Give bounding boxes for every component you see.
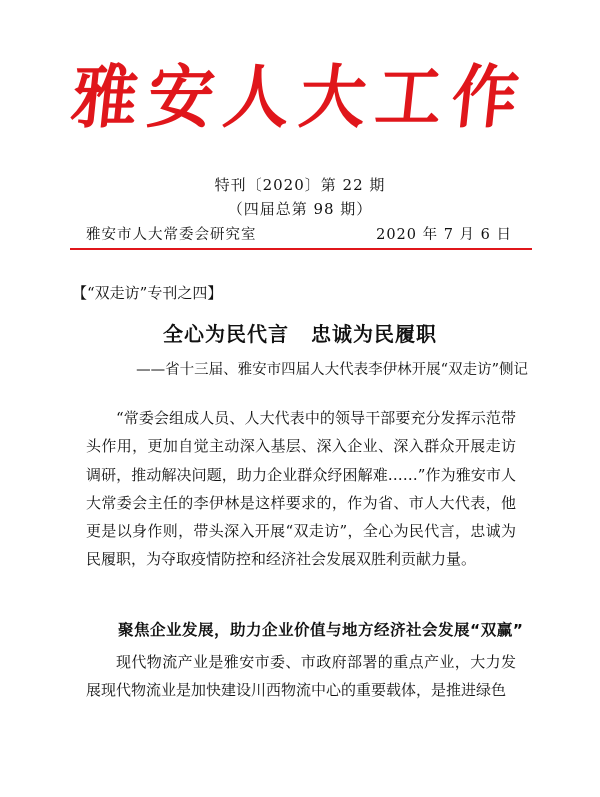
article-headline [0, 318, 600, 347]
headline-part-1: 全心为民代言 [163, 322, 289, 346]
publisher-name: 雅安市人大常委会研究室 [86, 227, 257, 243]
masthead-title: 雅安人大工作 [67, 56, 533, 138]
issue-number: 特刊〔2020〕第 22 期 [214, 176, 386, 194]
article-intro [86, 404, 516, 574]
section-body [86, 648, 516, 705]
publication-date: 2020 年 7 月 6 日 [376, 227, 512, 243]
issue-total: （四届总第 98 期） [227, 200, 373, 218]
intro-paragraph: “常委会组成人员、人大代表中的领导干部要充分发挥示范带头作用，更加自觉主动深入基层、深入企业、深入群众开展走访调研，推动解决问题，助力企业群众纾困解难……”作为雅安市人大常委会主任的李伊林是这样要求的，作为省、市人大代表，他更是以身作则，带头深入开展“双走访”，全心为民代言，忠诚为民履职，为夺取疫情防控和经济社会发展双胜利贡献力量。 [86, 409, 516, 569]
column-tag: 【“双走访”专刊之四】 [72, 284, 223, 302]
section-heading: 聚焦企业发展，助力企业价值与地方经济社会发展“双赢” [118, 621, 524, 639]
headline-part-2: 忠诚为民履职 [311, 322, 437, 346]
red-divider [70, 248, 532, 250]
section-paragraph: 现代物流产业是雅安市委、市政府部署的重点产业，大力发展现代物流业是加快建设川西物流中心的重要载体，是推进绿色 [86, 653, 516, 700]
article-subtitle: ——省十三届、雅安市四届人大代表李伊林开展“双走访”侧记 [136, 362, 528, 378]
